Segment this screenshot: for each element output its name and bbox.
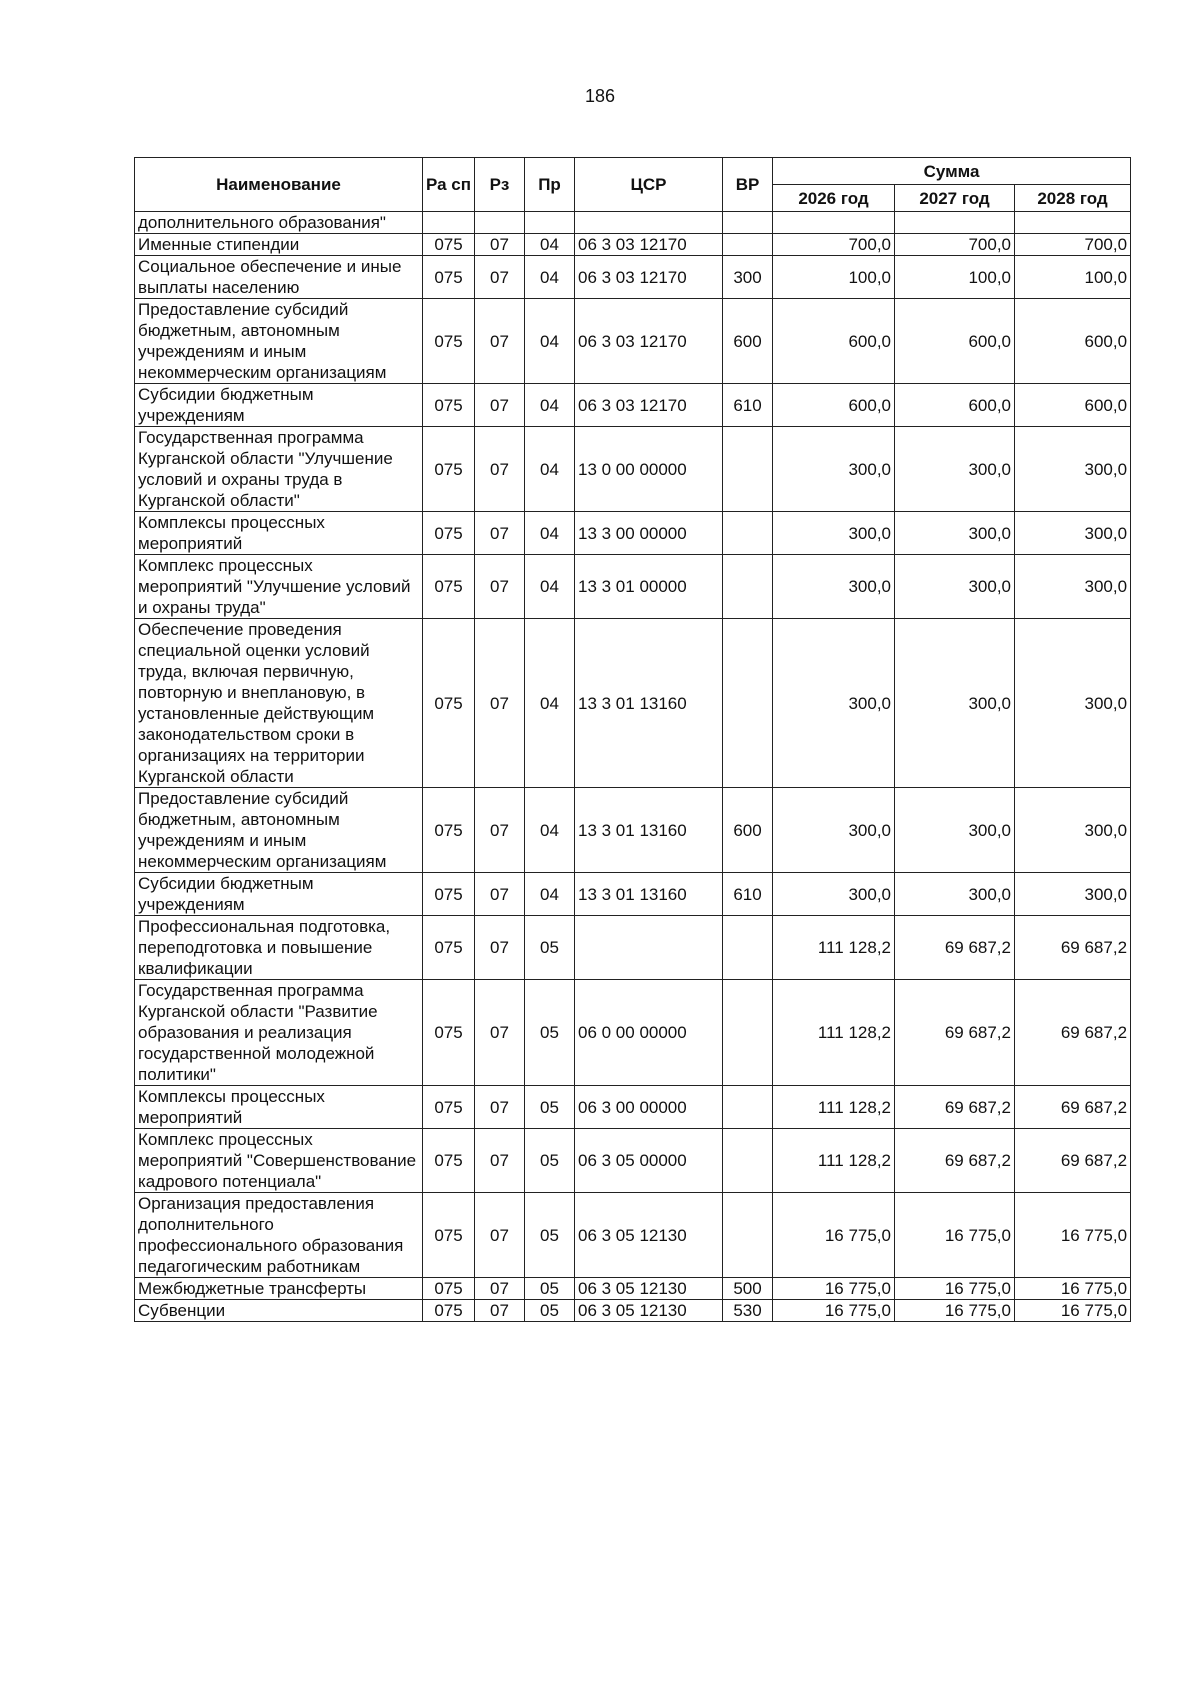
cell-rasp: 075 [423, 788, 475, 873]
cell-rz: 07 [475, 256, 525, 299]
cell-rasp: 075 [423, 555, 475, 619]
cell-name: Предоставление субсидий бюджетным, автономным учреждениям и иным некоммерческим организациям [135, 788, 423, 873]
cell-vr [723, 980, 773, 1086]
cell-name: Организация предоставления дополнительного профессионального образования педагогическим работникам [135, 1193, 423, 1278]
cell-rz: 07 [475, 234, 525, 256]
cell-year-2027: 69 687,2 [895, 1129, 1015, 1193]
cell-vr [723, 1129, 773, 1193]
cell-year-2026: 111 128,2 [773, 1086, 895, 1129]
cell-year-2027: 69 687,2 [895, 980, 1015, 1086]
table-row [135, 788, 1131, 873]
cell-csr: 06 3 03 12170 [575, 256, 723, 299]
cell-rasp: 075 [423, 427, 475, 512]
cell-csr: 06 3 00 00000 [575, 1086, 723, 1129]
cell-year-2027 [895, 212, 1015, 234]
cell-year-2026: 111 128,2 [773, 980, 895, 1086]
cell-name: Государственная программа Курганской области "Улучшение условий и охраны труда в Курганской области" [135, 427, 423, 512]
cell-rasp: 075 [423, 916, 475, 980]
cell-name: Профессиональная подготовка, переподготовка и повышение квалификации [135, 916, 423, 980]
cell-year-2027: 69 687,2 [895, 916, 1015, 980]
cell-year-2028: 300,0 [1015, 788, 1131, 873]
cell-rz: 07 [475, 916, 525, 980]
cell-name: Субсидии бюджетным учреждениям [135, 873, 423, 916]
cell-year-2027: 600,0 [895, 299, 1015, 384]
cell-year-2028: 69 687,2 [1015, 916, 1131, 980]
header-year-2026: 2026 год [773, 185, 895, 212]
cell-year-2026: 300,0 [773, 873, 895, 916]
cell-pr: 05 [525, 916, 575, 980]
cell-pr: 04 [525, 256, 575, 299]
cell-year-2026: 300,0 [773, 619, 895, 788]
cell-rasp: 075 [423, 384, 475, 427]
cell-rasp: 075 [423, 1300, 475, 1322]
cell-year-2027: 600,0 [895, 384, 1015, 427]
cell-year-2027: 69 687,2 [895, 1086, 1015, 1129]
cell-rasp: 075 [423, 1086, 475, 1129]
cell-rasp: 075 [423, 299, 475, 384]
cell-year-2028: 100,0 [1015, 256, 1131, 299]
cell-name: Комплексы процессных мероприятий [135, 512, 423, 555]
cell-year-2026: 16 775,0 [773, 1278, 895, 1300]
header-rasp: Ра сп [423, 158, 475, 212]
cell-year-2028: 300,0 [1015, 555, 1131, 619]
cell-pr: 04 [525, 299, 575, 384]
cell-pr [525, 212, 575, 234]
cell-pr: 04 [525, 234, 575, 256]
cell-csr: 13 3 01 13160 [575, 873, 723, 916]
table-row [135, 256, 1131, 299]
cell-rasp: 075 [423, 1129, 475, 1193]
cell-year-2026: 300,0 [773, 427, 895, 512]
cell-pr: 04 [525, 619, 575, 788]
table-row [135, 1193, 1131, 1278]
header-name: Наименование [135, 158, 423, 212]
header-year-2028: 2028 год [1015, 185, 1131, 212]
cell-rz: 07 [475, 788, 525, 873]
cell-vr: 610 [723, 873, 773, 916]
cell-pr: 05 [525, 1300, 575, 1322]
cell-year-2028: 300,0 [1015, 873, 1131, 916]
table-row [135, 980, 1131, 1086]
cell-year-2028: 600,0 [1015, 384, 1131, 427]
cell-vr [723, 619, 773, 788]
cell-year-2026: 111 128,2 [773, 916, 895, 980]
cell-name: Комплекс процессных мероприятий "Совершенствование кадрового потенциала" [135, 1129, 423, 1193]
cell-vr: 530 [723, 1300, 773, 1322]
cell-pr: 04 [525, 512, 575, 555]
header-year-2027: 2027 год [895, 185, 1015, 212]
cell-csr [575, 212, 723, 234]
cell-year-2028: 300,0 [1015, 512, 1131, 555]
cell-rz: 07 [475, 555, 525, 619]
cell-name: Государственная программа Курганской области "Развитие образования и реализация государственной молодежной политики" [135, 980, 423, 1086]
cell-pr: 05 [525, 1129, 575, 1193]
table-row [135, 1300, 1131, 1322]
cell-csr: 06 3 05 00000 [575, 1129, 723, 1193]
cell-rz: 07 [475, 619, 525, 788]
cell-year-2026: 300,0 [773, 555, 895, 619]
cell-csr: 13 3 01 13160 [575, 619, 723, 788]
cell-year-2027: 16 775,0 [895, 1300, 1015, 1322]
cell-year-2028: 700,0 [1015, 234, 1131, 256]
cell-rasp: 075 [423, 1193, 475, 1278]
cell-pr: 04 [525, 788, 575, 873]
cell-rz: 07 [475, 1278, 525, 1300]
cell-year-2027: 300,0 [895, 555, 1015, 619]
header-rz: Рз [475, 158, 525, 212]
cell-vr [723, 427, 773, 512]
cell-csr [575, 916, 723, 980]
cell-vr [723, 916, 773, 980]
table-row [135, 299, 1131, 384]
cell-rz: 07 [475, 1193, 525, 1278]
table-row [135, 873, 1131, 916]
cell-rasp [423, 212, 475, 234]
header-vr: ВР [723, 158, 773, 212]
cell-name: Комплекс процессных мероприятий "Улучшение условий и охраны труда" [135, 555, 423, 619]
cell-pr: 05 [525, 980, 575, 1086]
cell-year-2027: 300,0 [895, 512, 1015, 555]
cell-rz: 07 [475, 1086, 525, 1129]
header-sum: Сумма [773, 158, 1131, 185]
cell-rz: 07 [475, 299, 525, 384]
cell-year-2026: 300,0 [773, 512, 895, 555]
cell-name: Социальное обеспечение и иные выплаты населению [135, 256, 423, 299]
cell-vr: 600 [723, 299, 773, 384]
cell-year-2028 [1015, 212, 1131, 234]
cell-year-2028: 300,0 [1015, 427, 1131, 512]
table-row [135, 384, 1131, 427]
cell-name: Комплексы процессных мероприятий [135, 1086, 423, 1129]
table-row [135, 1129, 1131, 1193]
cell-csr: 13 3 01 00000 [575, 555, 723, 619]
cell-csr: 13 3 00 00000 [575, 512, 723, 555]
cell-csr: 13 3 01 13160 [575, 788, 723, 873]
cell-vr [723, 212, 773, 234]
cell-year-2026: 16 775,0 [773, 1300, 895, 1322]
cell-name: Межбюджетные трансферты [135, 1278, 423, 1300]
table-row [135, 619, 1131, 788]
cell-rz [475, 212, 525, 234]
cell-name: Субвенции [135, 1300, 423, 1322]
cell-vr: 610 [723, 384, 773, 427]
table-row [135, 427, 1131, 512]
cell-year-2027: 16 775,0 [895, 1278, 1015, 1300]
cell-pr: 04 [525, 873, 575, 916]
cell-name: Предоставление субсидий бюджетным, автономным учреждениям и иным некоммерческим организациям [135, 299, 423, 384]
cell-pr: 04 [525, 555, 575, 619]
cell-year-2027: 300,0 [895, 427, 1015, 512]
cell-rasp: 075 [423, 256, 475, 299]
cell-csr: 06 3 05 12130 [575, 1193, 723, 1278]
cell-rasp: 075 [423, 619, 475, 788]
budget-table [134, 157, 1131, 1322]
cell-year-2028: 600,0 [1015, 299, 1131, 384]
table-row [135, 234, 1131, 256]
cell-year-2028: 16 775,0 [1015, 1300, 1131, 1322]
cell-csr: 06 3 03 12170 [575, 299, 723, 384]
cell-year-2027: 300,0 [895, 619, 1015, 788]
table-row [135, 512, 1131, 555]
cell-name: Обеспечение проведения специальной оценки условий труда, включая первичную, повторную и внеплановую, в установленные действующим законодательством сроки в организациях на территории Курганской области [135, 619, 423, 788]
cell-rasp: 075 [423, 234, 475, 256]
cell-year-2027: 700,0 [895, 234, 1015, 256]
table-row [135, 916, 1131, 980]
table-header [135, 158, 1131, 212]
cell-name: Субсидии бюджетным учреждениям [135, 384, 423, 427]
cell-year-2027: 16 775,0 [895, 1193, 1015, 1278]
cell-pr: 04 [525, 427, 575, 512]
cell-year-2028: 69 687,2 [1015, 1129, 1131, 1193]
cell-year-2027: 300,0 [895, 788, 1015, 873]
cell-vr [723, 1086, 773, 1129]
cell-year-2028: 69 687,2 [1015, 980, 1131, 1086]
cell-vr: 500 [723, 1278, 773, 1300]
cell-year-2028: 300,0 [1015, 619, 1131, 788]
cell-rz: 07 [475, 427, 525, 512]
cell-rz: 07 [475, 873, 525, 916]
cell-year-2026: 16 775,0 [773, 1193, 895, 1278]
cell-rasp: 075 [423, 980, 475, 1086]
cell-csr: 06 3 05 12130 [575, 1278, 723, 1300]
cell-rz: 07 [475, 980, 525, 1086]
cell-name: дополнительного образования" [135, 212, 423, 234]
cell-year-2028: 16 775,0 [1015, 1278, 1131, 1300]
cell-year-2026: 100,0 [773, 256, 895, 299]
cell-year-2028: 16 775,0 [1015, 1193, 1131, 1278]
cell-rasp: 075 [423, 873, 475, 916]
cell-rz: 07 [475, 512, 525, 555]
cell-csr: 06 3 05 12130 [575, 1300, 723, 1322]
cell-pr: 04 [525, 384, 575, 427]
cell-pr: 05 [525, 1086, 575, 1129]
cell-year-2026: 700,0 [773, 234, 895, 256]
cell-vr [723, 555, 773, 619]
cell-year-2026: 111 128,2 [773, 1129, 895, 1193]
cell-vr [723, 512, 773, 555]
header-csr: ЦСР [575, 158, 723, 212]
cell-year-2027: 300,0 [895, 873, 1015, 916]
cell-rasp: 075 [423, 1278, 475, 1300]
cell-pr: 05 [525, 1193, 575, 1278]
cell-name: Именные стипендии [135, 234, 423, 256]
cell-rz: 07 [475, 1300, 525, 1322]
cell-csr: 13 0 00 00000 [575, 427, 723, 512]
cell-year-2027: 100,0 [895, 256, 1015, 299]
page-number: 186 [584, 86, 616, 106]
table-row [135, 212, 1131, 234]
cell-year-2026 [773, 212, 895, 234]
cell-year-2026: 600,0 [773, 384, 895, 427]
table-row [135, 1278, 1131, 1300]
cell-rz: 07 [475, 1129, 525, 1193]
table-body [135, 212, 1131, 1322]
cell-vr [723, 234, 773, 256]
cell-vr: 300 [723, 256, 773, 299]
cell-csr: 06 0 00 00000 [575, 980, 723, 1086]
table-row [135, 1086, 1131, 1129]
cell-csr: 06 3 03 12170 [575, 234, 723, 256]
cell-rasp: 075 [423, 512, 475, 555]
cell-rz: 07 [475, 384, 525, 427]
cell-csr: 06 3 03 12170 [575, 384, 723, 427]
table-row [135, 555, 1131, 619]
cell-vr [723, 1193, 773, 1278]
header-pr: Пр [525, 158, 575, 212]
cell-pr: 05 [525, 1278, 575, 1300]
cell-year-2028: 69 687,2 [1015, 1086, 1131, 1129]
cell-year-2026: 300,0 [773, 788, 895, 873]
cell-year-2026: 600,0 [773, 299, 895, 384]
cell-vr: 600 [723, 788, 773, 873]
